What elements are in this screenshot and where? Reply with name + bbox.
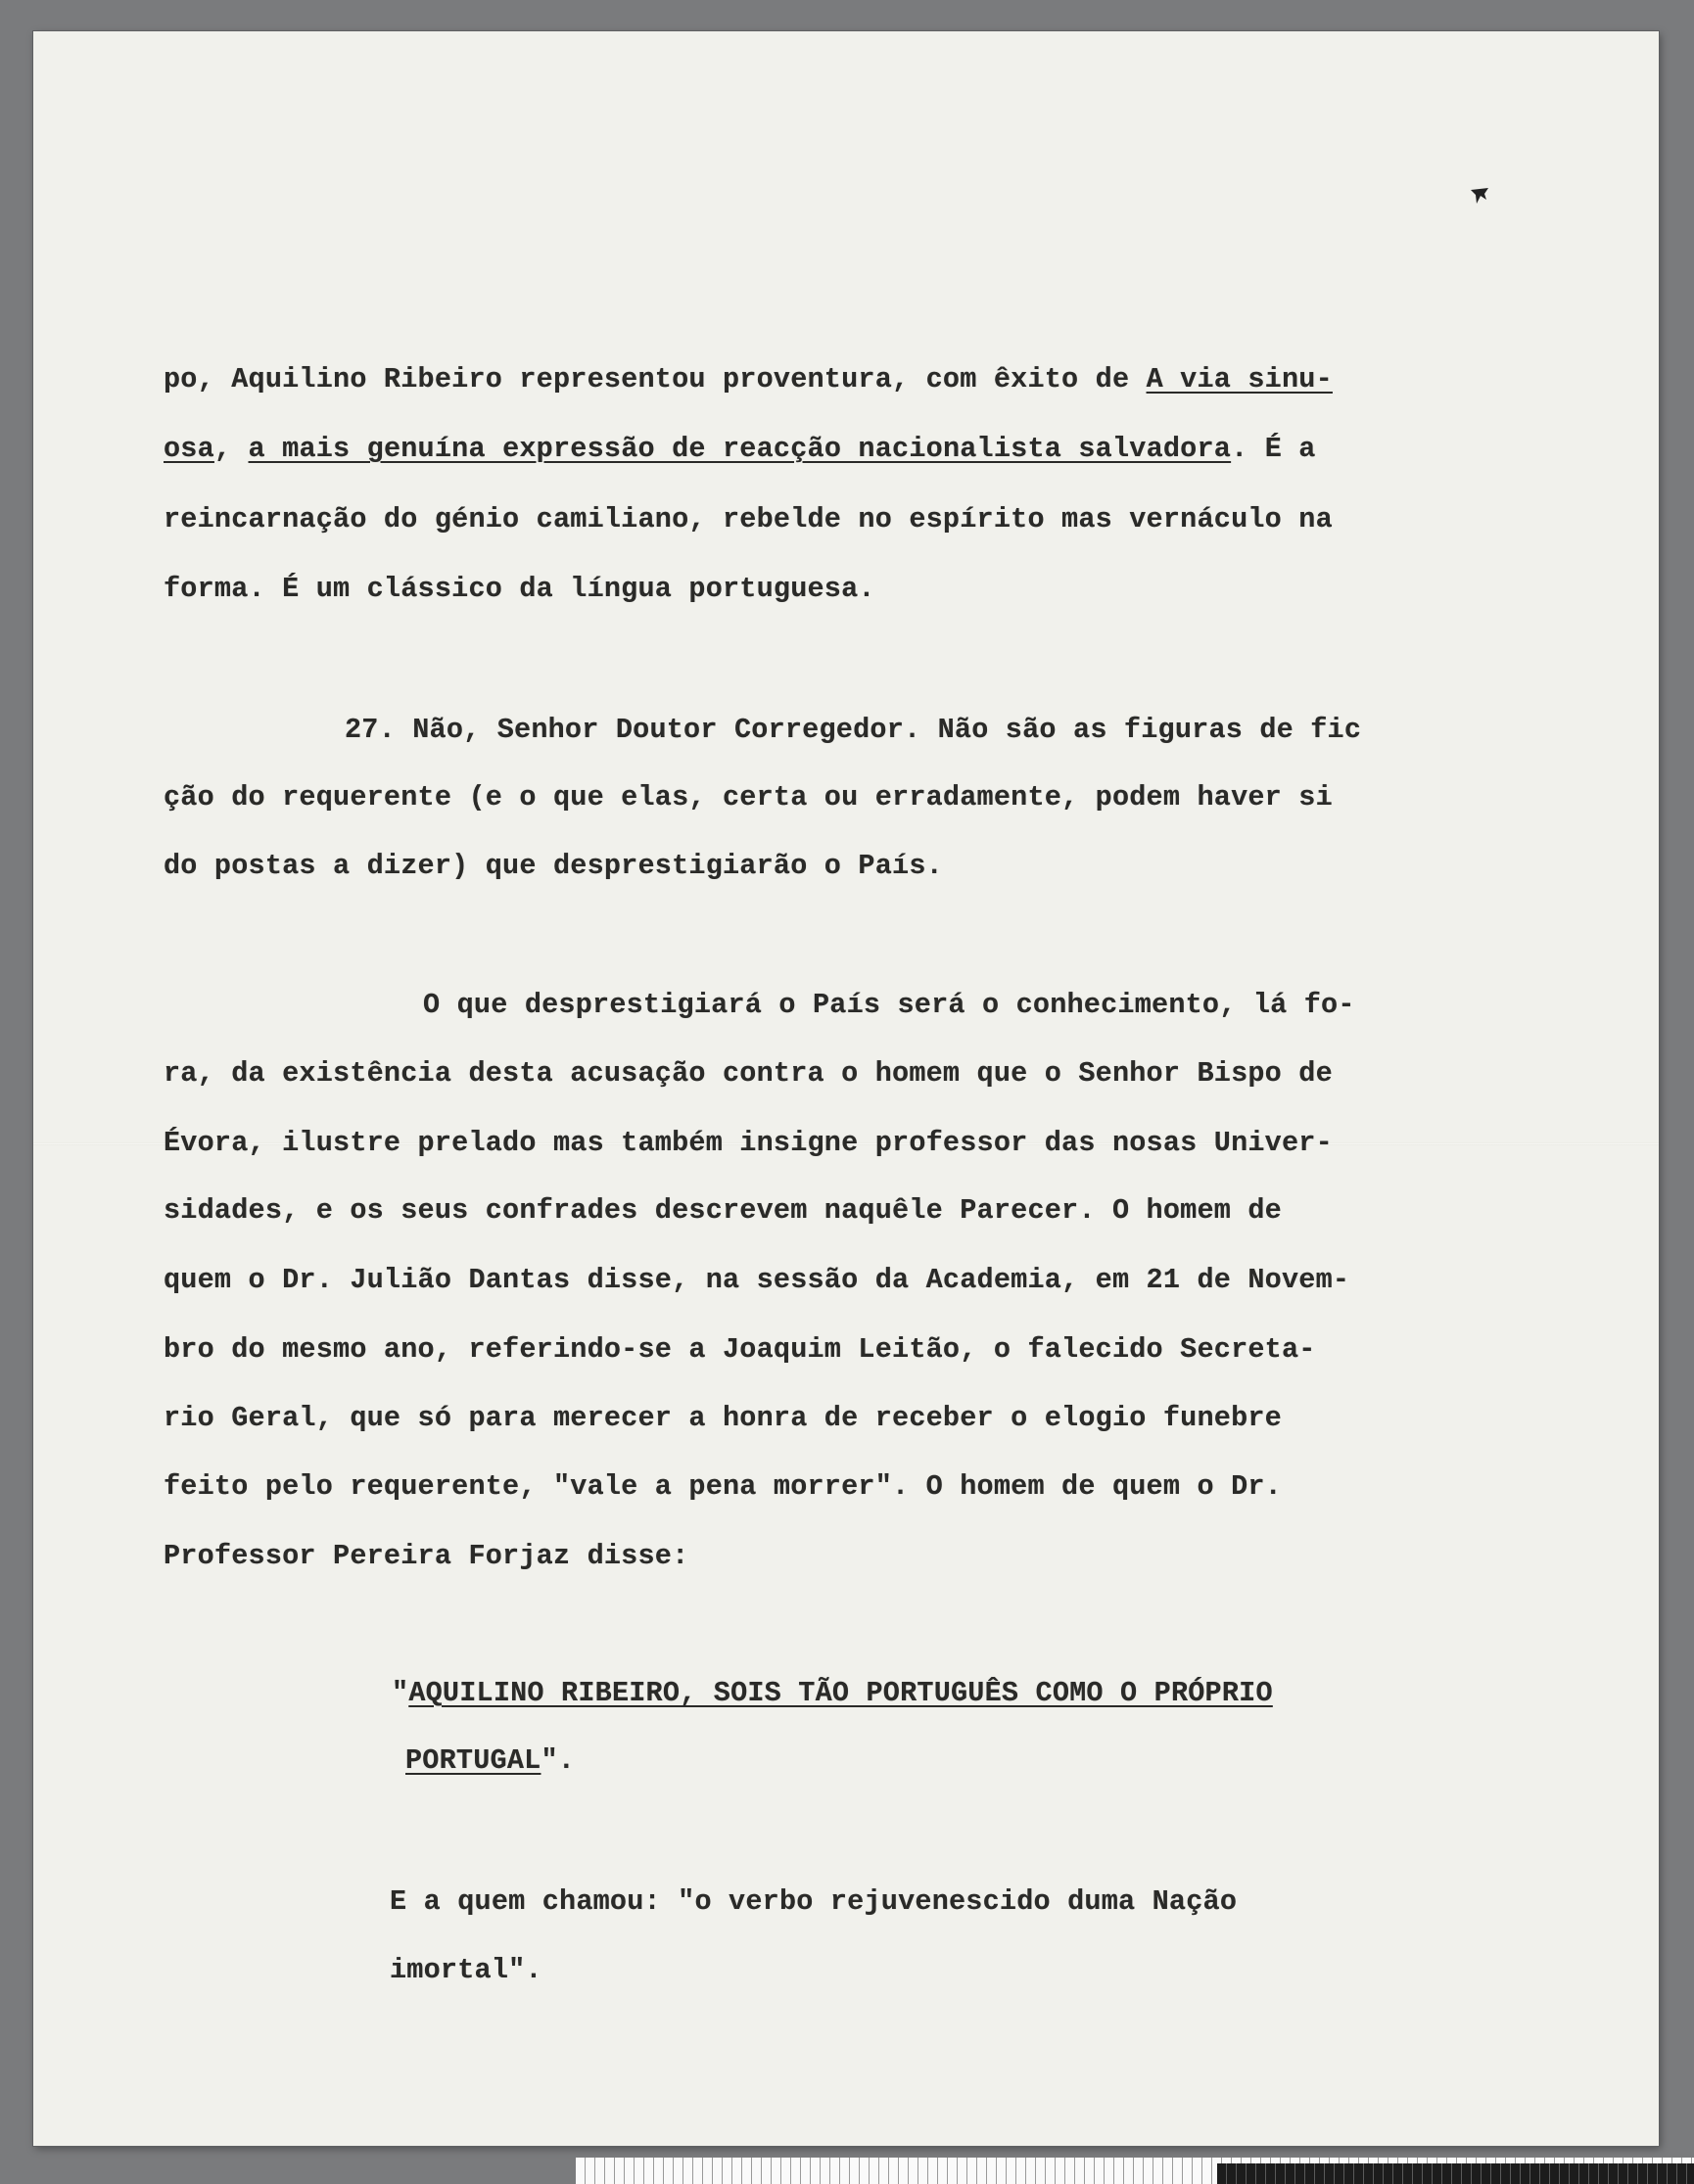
paragraph-3-line-9: Professor Pereira Forjaz disse: xyxy=(164,1540,689,1572)
quote-mark-end: ". xyxy=(541,1744,576,1777)
paragraph-2-line-3: do postas a dizer) que desprestigiarão o País. xyxy=(164,850,943,882)
book-title-underlined-end: osa xyxy=(164,433,214,465)
text-span: po, Aquilino Ribeiro representou proventura, com êxito de xyxy=(164,363,1147,395)
scan-scale-ruler-dark xyxy=(1217,2163,1694,2184)
paragraph-3-line-2: ra, da existência desta acusação contra o homem que o Senhor Bispo de xyxy=(164,1057,1333,1090)
paragraph-3-line-1: O que desprestigiará o País será o conhecimento, lá fo- xyxy=(423,989,1355,1021)
book-title-underlined: A via sinu- xyxy=(1146,363,1333,395)
paragraph-1-line-2 xyxy=(164,432,1316,467)
paragraph-3-line-3: Évora, ilustre prelado mas também insigne professor das nosas Univer- xyxy=(164,1127,1333,1159)
paragraph-2-line-1: 27. Não, Senhor Doutor Corregedor. Não são as figuras de fic xyxy=(345,714,1362,746)
paragraph-3-line-8: feito pelo requerente, "vale a pena morrer". O homem de quem o Dr. xyxy=(164,1470,1282,1503)
text-span: , xyxy=(213,433,249,465)
underlined-phrase: a mais genuína expressão de reacção nacionalista salvadora xyxy=(248,433,1232,465)
paragraph-4-line-2: imortal". xyxy=(390,1954,542,1986)
paragraph-3-line-7: rio Geral, que só para merecer a honra de receber o elogio funebre xyxy=(164,1402,1282,1434)
paragraph-3-line-5: quem o Dr. Julião Dantas disse, na sessão da Academia, em 21 de Novem- xyxy=(164,1264,1350,1296)
paragraph-4-line-1: E a quem chamou: "o verbo rejuvenescido duma Nação xyxy=(390,1885,1238,1918)
quote-underlined-end: PORTUGAL xyxy=(405,1744,541,1777)
ink-blot-icon xyxy=(1469,186,1490,208)
text-span: . É a xyxy=(1231,433,1316,465)
quote-mark: " xyxy=(392,1677,409,1709)
paragraph-3-line-4: sidades, e os seus confrades descrevem naquêle Parecer. O homem de xyxy=(164,1194,1282,1227)
quote-line-1 xyxy=(392,1676,1273,1711)
paragraph-1-line-3: reincarnação do génio camiliano, rebelde no espírito mas vernáculo na xyxy=(164,503,1333,535)
quote-line-2 xyxy=(405,1743,575,1779)
paragraph-2-line-2: ção do requerente (e o que elas, certa ou erradamente, podem haver si xyxy=(164,781,1333,813)
paragraph-1-line-1 xyxy=(164,362,1333,397)
quote-underlined: AQUILINO RIBEIRO, SOIS TÃO PORTUGUÊS COMO O PRÓPRIO xyxy=(408,1677,1273,1709)
paragraph-1-line-4: forma. É um clássico da língua portuguesa. xyxy=(164,573,875,605)
paragraph-3-line-6: bro do mesmo ano, referindo-se a Joaquim Leitão, o falecido Secreta- xyxy=(164,1333,1316,1366)
document-page xyxy=(33,31,1659,2146)
